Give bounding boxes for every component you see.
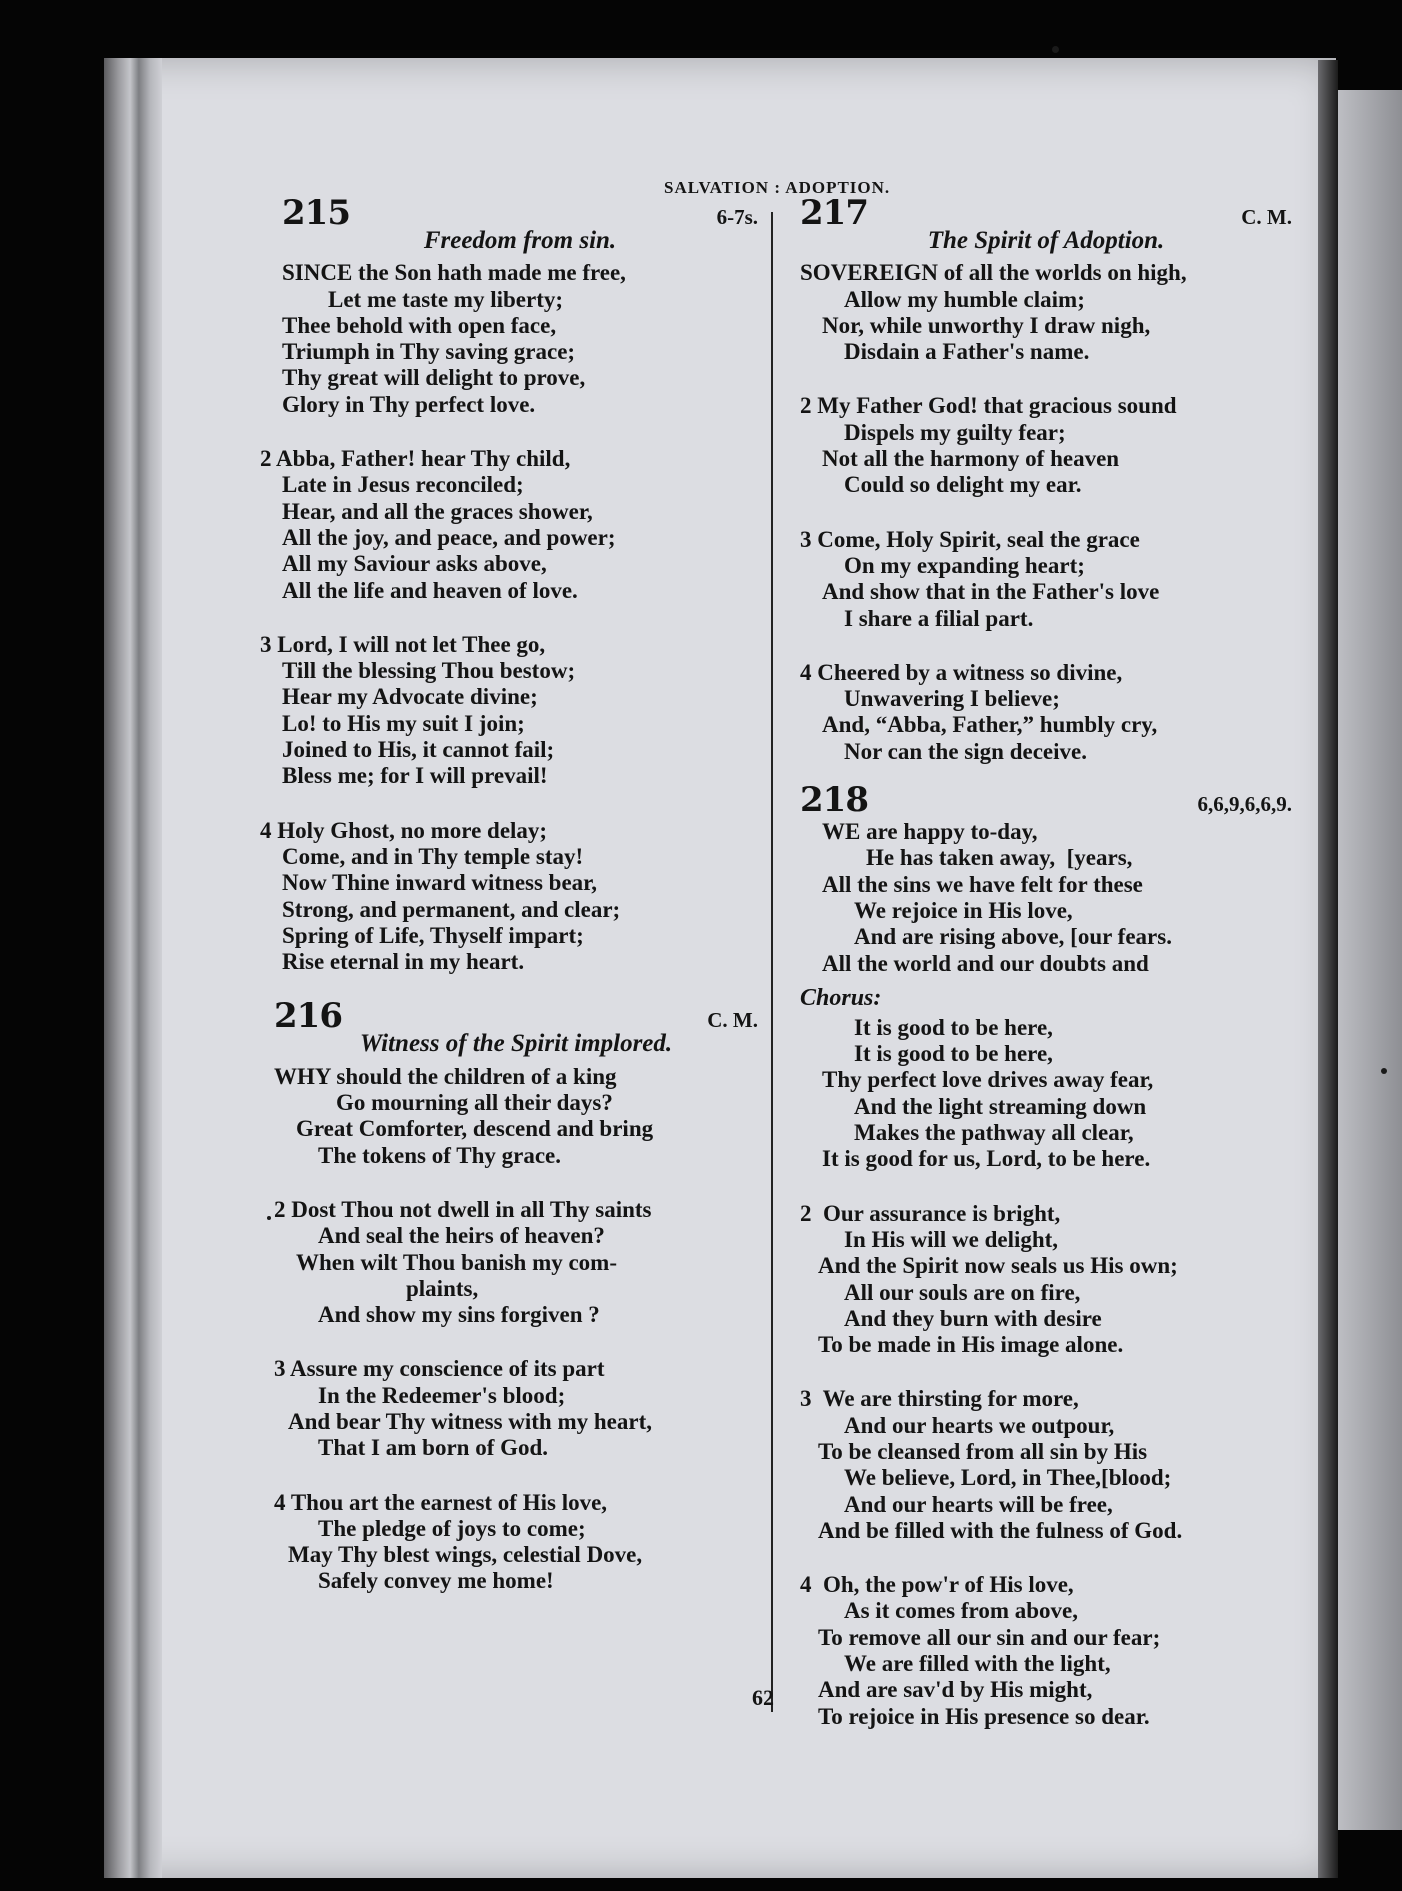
verse-line: To be cleansed from all sin by His [818, 1438, 1148, 1464]
verse-line: And our hearts we outpour, [844, 1412, 1115, 1438]
hymn-215 [260, 193, 758, 975]
verse-line: Bless me; for I will prevail! [282, 763, 548, 789]
verse-line: All the world and our doubts and [822, 950, 1149, 976]
verse-line: And our hearts will be free, [844, 1491, 1113, 1517]
stanza-1 [800, 260, 1292, 365]
verse-line: All the life and heaven of love. [282, 577, 578, 603]
verse-line: 3 We are thirsting for more, [800, 1386, 1079, 1412]
dust-speck [267, 1216, 271, 1220]
left-column [260, 193, 758, 1623]
hymn-title: The Spirit of Adoption. [927, 227, 1165, 254]
verse-line: We believe, Lord, in Thee,[blood; [844, 1465, 1172, 1491]
hymn-217 [800, 193, 1292, 765]
hymn-title: Freedom from sin. [423, 227, 617, 254]
verse-line: All the joy, and peace, and power; [282, 524, 616, 550]
verse-line: And they burn with desire [844, 1305, 1102, 1331]
stanza-2 [800, 393, 1292, 498]
verse-line: Not all the harmony of heaven [822, 446, 1120, 472]
stanza-2 [260, 446, 758, 604]
hymn-216 [274, 996, 758, 1594]
verse-line: Thee behold with open face, [282, 312, 557, 338]
verse-line: To rejoice in His presence so dear. [818, 1703, 1150, 1729]
stanza-3 [800, 1386, 1292, 1544]
verse-line: 2 Dost Thou not dwell in all Thy saints [274, 1196, 652, 1222]
verse-line: It is good for us, Lord, to be here. [822, 1146, 1151, 1172]
hymn-number: 217 [800, 193, 868, 233]
stanza-1 [282, 260, 758, 418]
verse-line: Spring of Life, Thyself impart; [282, 922, 584, 948]
verse-line: 2 Abba, Father! hear Thy child, [260, 446, 571, 472]
verse-line: 3 Lord, I will not let Thee go, [260, 631, 546, 657]
stanza-2 [274, 1197, 758, 1328]
verse-line: And are sav'd by His might, [818, 1677, 1093, 1703]
verse-line: Makes the pathway all clear, [854, 1120, 1134, 1146]
verse-line: And the light streaming down [854, 1093, 1147, 1119]
verse-line: Nor, while unworthy I draw nigh, [822, 312, 1151, 338]
stanza-4 [800, 660, 1292, 765]
hymn-meter: 6-7s. [716, 205, 758, 229]
verse-line: And bear Thy witness with my heart, [288, 1408, 652, 1434]
stanza-3 [800, 527, 1292, 632]
verse-line: To be made in His image alone. [818, 1332, 1124, 1358]
hymn-number: 218 [800, 780, 868, 821]
verse-line: That I am born of God. [318, 1435, 549, 1461]
verse-line: WE are happy to-day, [822, 819, 1038, 845]
verse-line: 4 Oh, the pow'r of His love, [800, 1572, 1074, 1598]
hymn-meter: C. M. [707, 1008, 758, 1033]
dust-speck [1052, 46, 1059, 53]
verse-line: When wilt Thou banish my com- [296, 1249, 618, 1275]
verse-line: Go mourning all their days? [336, 1090, 613, 1116]
verse-line: Glory in Thy perfect love. [282, 391, 536, 417]
verse-line: Till the blessing Thou bestow; [282, 658, 576, 684]
verse-line: 2 Our assurance is bright, [800, 1200, 1061, 1226]
verse-line: And be filled with the fulness of God. [818, 1517, 1183, 1543]
verse-line: Joined to His, it cannot fail; [282, 737, 555, 763]
verse-line: 3 Come, Holy Spirit, seal the grace [800, 526, 1140, 552]
verse-line: The tokens of Thy grace. [318, 1142, 561, 1168]
verse-line: Thy perfect love drives away fear, [822, 1067, 1154, 1093]
verse-line: Hear, and all the graces shower, [282, 498, 593, 524]
stanza-3 [274, 1356, 758, 1461]
stanza-4 [800, 1572, 1292, 1730]
right-column [800, 193, 1292, 1758]
verse-line: Lo! to His my suit I join; [282, 710, 525, 736]
verse-line: Allow my humble claim; [844, 286, 1085, 312]
verse-line: Strong, and permanent, and clear; [282, 896, 621, 922]
page-edge [1318, 60, 1338, 1878]
verse-line: And, “Abba, Father,” humbly cry, [822, 712, 1158, 738]
verse-line: Come, and in Thy temple stay! [282, 843, 584, 869]
verse-line: We are filled with the light, [844, 1651, 1111, 1677]
verse-line: Unwavering I believe; [844, 686, 1060, 712]
stanza-1 [800, 819, 1292, 977]
verse-line: It is good to be here, [854, 1014, 1053, 1040]
hymn-meter: 6,6,9,6,6,9. [1197, 792, 1292, 817]
verse-line: And are rising above, [our fears. [854, 924, 1172, 950]
verse-line: And the Spirit now seals us His own; [818, 1253, 1178, 1279]
hymn-number: 215 [282, 193, 350, 233]
verse-line: And show that in the Father's love [822, 579, 1160, 605]
book-gutter [104, 58, 162, 1878]
chorus-label: Chorus: [800, 984, 882, 1011]
verse-line: 4 Cheered by a witness so divine, [800, 659, 1123, 685]
column-rule [771, 212, 773, 1712]
stanza-1 [274, 1064, 758, 1169]
verse-line: Nor can the sign deceive. [844, 738, 1087, 764]
verse-line: 4 Thou art the earnest of His love, [274, 1489, 608, 1515]
stanza-4 [274, 1490, 758, 1595]
facing-page [1338, 90, 1402, 1830]
verse-line: Could so delight my ear. [844, 472, 1082, 498]
stanza-4 [260, 817, 758, 976]
verse-line: The pledge of joys to come; [318, 1515, 586, 1541]
verse-line: In the Redeemer's blood; [318, 1382, 566, 1408]
verse-line: All my Saviour asks above, [282, 551, 547, 577]
verse-line: Late in Jesus reconciled; [282, 472, 524, 498]
stanza-3 [260, 631, 758, 790]
verse-line: All our souls are on fire, [844, 1279, 1081, 1305]
verse-line: Thy great will delight to prove, [282, 365, 586, 391]
verse-line: It is good to be here, [854, 1041, 1053, 1067]
verse-line: Great Comforter, descend and bring [296, 1116, 654, 1142]
verse-line: On my expanding heart; [844, 552, 1085, 578]
verse-line: Now Thine inward witness bear, [282, 870, 598, 896]
verse-line: I share a filial part. [844, 605, 1034, 631]
hymn-title: Witness of the Spirit implored. [359, 1030, 673, 1058]
verse-line: Hear my Advocate divine; [282, 684, 538, 710]
verse-line: 4 Holy Ghost, no more delay; [260, 817, 548, 843]
verse-line: We rejoice in His love, [854, 897, 1073, 923]
verse-line: Safely convey me home! [318, 1568, 554, 1594]
verse-line: And seal the heirs of heaven? [318, 1223, 605, 1249]
verse-line: Triumph in Thy saving grace; [282, 339, 576, 365]
dust-speck [1381, 1068, 1387, 1074]
verse-line: As it comes from above, [844, 1598, 1078, 1624]
hymn-number: 216 [274, 996, 342, 1037]
hymn-meter: C. M. [1241, 205, 1292, 229]
verse-line: All the sins we have felt for these [822, 871, 1143, 897]
verse-line: To remove all our sin and our fear; [818, 1624, 1161, 1650]
verse-line: 2 My Father God! that gracious sound [800, 393, 1177, 419]
page-number: 62 [752, 1685, 774, 1710]
verse-line: May Thy blest wings, celestial Dove, [288, 1542, 643, 1568]
verse-line: Let me taste my liberty; [328, 286, 564, 312]
verse-line: In His will we delight, [844, 1226, 1059, 1252]
stanza-2 [800, 1201, 1292, 1359]
hymn-218 [800, 780, 1292, 1730]
hymn-header [800, 780, 1292, 821]
verse-line: He has taken away, [years, [866, 845, 1133, 871]
verse-line: plaints, [406, 1275, 479, 1301]
verse-line: Rise eternal in my heart. [282, 949, 525, 975]
verse-line: Disdain a Father's name. [844, 339, 1090, 365]
verse-line: WHY should the children of a king [274, 1063, 617, 1089]
verse-line: SINCE the Son hath made me free, [282, 260, 626, 286]
verse-line: Dispels my guilty fear; [844, 419, 1066, 445]
chorus [800, 1015, 1292, 1173]
verse-line: And show my sins forgiven ? [318, 1302, 600, 1328]
running-head: SALVATION : ADOPTION. [664, 178, 891, 197]
verse-line: SOVEREIGN of all the worlds on high, [800, 260, 1187, 286]
verse-line: 3 Assure my conscience of its part [274, 1356, 605, 1382]
